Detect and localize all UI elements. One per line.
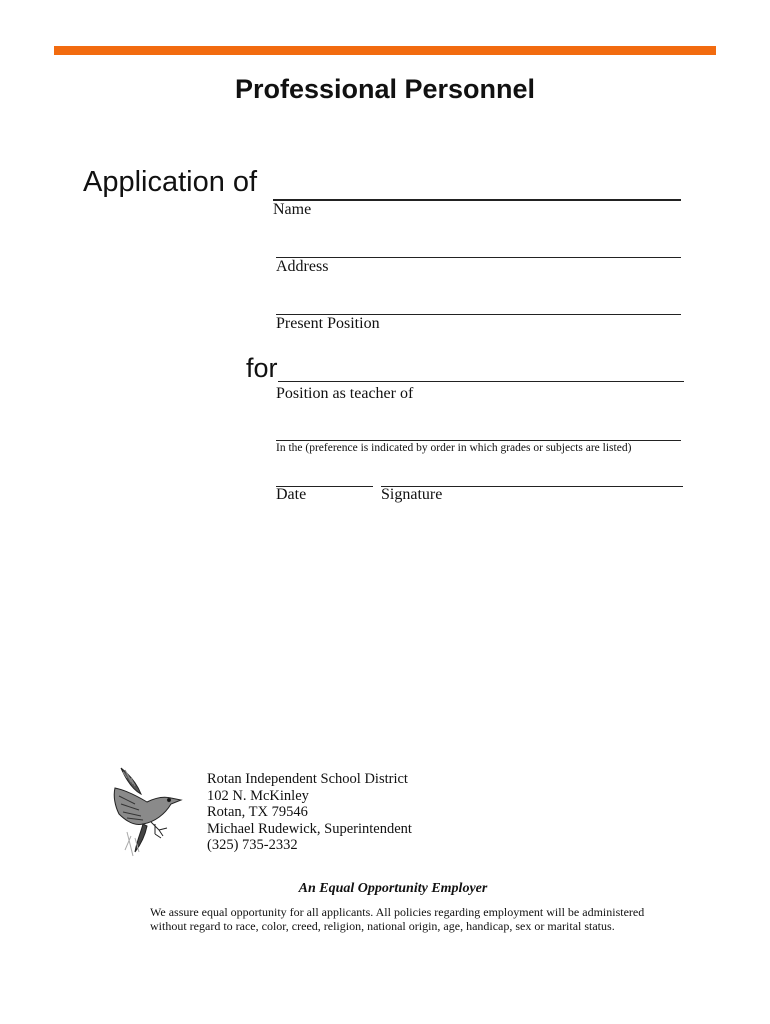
bird-logo-icon bbox=[107, 766, 189, 858]
address-line: Rotan Independent School District bbox=[207, 771, 408, 787]
address-line: Rotan, TX 79546 bbox=[207, 804, 308, 821]
district-address-block bbox=[207, 771, 412, 854]
page-title: Professional Personnel bbox=[234, 74, 536, 104]
address-field-line[interactable] bbox=[276, 257, 681, 258]
for-heading: for bbox=[246, 353, 278, 383]
date-label: Date bbox=[276, 486, 307, 503]
name-label: Name bbox=[273, 201, 312, 218]
preference-note: In the (preference is indicated by order in which grades or subjects are listed) bbox=[276, 442, 632, 454]
application-of-heading: Application of bbox=[83, 166, 258, 198]
policy-statement: We assure equal opportunity for all applicants. All policies regarding employment will be administered without regard to race, color, creed, religion, national origin, age, handicap, sex or marital status. bbox=[150, 905, 645, 933]
position-label: Position as teacher of bbox=[276, 385, 414, 402]
address-line: Michael Rudewick, Superintendent bbox=[207, 820, 412, 837]
address-label: Address bbox=[276, 258, 329, 275]
address-line: (325) 735-2332 bbox=[207, 837, 298, 854]
name-field-line[interactable] bbox=[273, 199, 681, 201]
address-line: 102 N. McKinley bbox=[207, 787, 309, 804]
header-accent-bar bbox=[54, 46, 716, 55]
present-position-label: Present Position bbox=[276, 315, 380, 332]
preference-field-line[interactable] bbox=[276, 440, 681, 441]
position-field-line[interactable] bbox=[278, 381, 684, 382]
equal-opportunity-heading: An Equal Opportunity Employer bbox=[298, 881, 488, 896]
signature-label: Signature bbox=[381, 486, 443, 503]
